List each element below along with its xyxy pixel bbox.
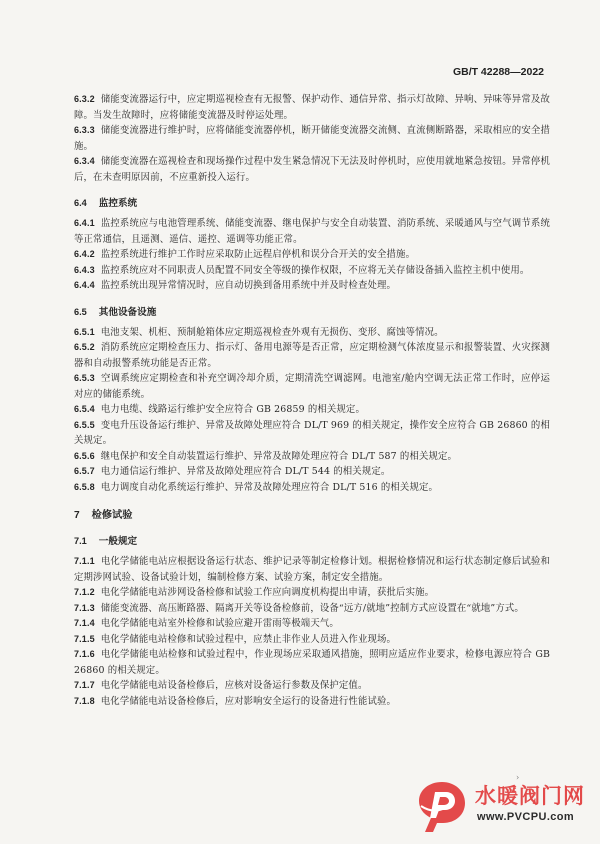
clause-number: 6.3.3	[74, 125, 95, 135]
clause-text: 电化学储能电站设备检修后，应核对设备运行参数及保护定值。	[100, 680, 368, 691]
clause-text: 电化学储能电站涉网设备检修和试验工作应向调度机构提出申请，获批后实施。	[100, 587, 435, 598]
clause-text: 储能变流器、高压断路器、隔离开关等设备检修前，设备“远方/就地”控制方式应设置在“就地”方式。	[100, 602, 524, 614]
clause-7-1-8	[74, 694, 550, 710]
heading-7-1	[74, 534, 550, 549]
clause-6-5-2	[74, 340, 550, 371]
clause-number: 7.1.2	[74, 587, 95, 597]
heading-text: 监控系统	[98, 198, 138, 209]
clause-7-1-7	[74, 678, 550, 694]
clause-6-5-7	[74, 464, 550, 480]
clause-number: 6.5.2	[74, 342, 95, 352]
clause-7-1-2	[74, 585, 550, 601]
clause-6-3-3	[74, 123, 550, 154]
clause-text: 储能变流器进行维护时，应将储能变流器停机，断开储能变流器交流侧、直流侧断路器，采取相应的安全措施。	[74, 125, 550, 152]
clause-number: 6.4	[74, 198, 87, 208]
standard-code: GB/T 42288—2022	[452, 66, 544, 78]
clause-text: 监控系统进行维护工作时应采取防止远程启停机和误分合开关的安全措施。	[100, 249, 416, 260]
clause-number: 6.5.1	[74, 326, 95, 337]
clause-number: 6.3.2	[74, 94, 95, 104]
watermark	[415, 778, 595, 838]
clause-number: 6.4.2	[74, 249, 95, 259]
clause-text: 监控系统应与电池管理系统、储能变流器、继电保护与安全自动装置、消防系统、采暖通风与空气调节系统等正常通信，且遥测、遥信、遥控、遥调等功能正常。	[74, 218, 550, 245]
clause-text: 监控系统应对不同职责人员配置不同安全等级的操作权限，不应将无关存储设备插入监控主机中使用。	[100, 264, 530, 276]
clause-6-3-2	[74, 92, 550, 123]
clause-text: 储能变流器运行中，应定期巡视检查有无报警、保护动作、通信异常、指示灯故障、异响、异味等异常及故障。当发生故障时，应将储能变流器及时停运处理。	[74, 94, 550, 121]
clause-text: 监控系统出现异常情况时，应自动切换到备用系统中并及时检查处理。	[100, 280, 397, 291]
clause-text: 电力电缆、线路运行维护安全应符合 GB 26859 的相关规定。	[100, 404, 365, 415]
clause-number: 6.5	[74, 306, 87, 317]
clause-number: 7	[74, 510, 80, 521]
clause-text: 电化学储能电站应根据设备运行状态、维护记录等制定检修计划。根据检修情况和运行状态制定修后试验和定期涉网试验、设备试验计划，编制检修方案、试验方案，制定安全措施。	[74, 556, 550, 583]
spacer	[74, 495, 550, 508]
clause-text: 电化学储能电站检修和试验过程中，应禁止非作业人员进入作业现场。	[100, 633, 397, 645]
corner-mark: ›	[516, 773, 520, 782]
heading-6-5	[74, 305, 550, 320]
clause-number: 7.1.3	[74, 602, 95, 613]
clause-6-5-3	[74, 371, 550, 402]
clause-6-3-4	[74, 154, 550, 185]
clause-text: 电力通信运行维护、异常及故障处理应符合 DL/T 544 的相关规定。	[100, 466, 391, 477]
heading-6-4	[74, 196, 550, 211]
heading-text: 检修试验	[91, 509, 133, 521]
clause-number: 6.5.5	[74, 419, 95, 430]
clause-6-4-4	[74, 278, 550, 294]
clause-number: 6.4.4	[74, 280, 95, 290]
clause-number: 7.1.8	[74, 695, 95, 706]
clause-7-1-6	[74, 647, 550, 678]
clause-number: 6.5.6	[74, 450, 95, 461]
clause-text: 空调系统应定期检查和补充空调冷却介质，定期清洗空调滤网。电池室/舱内空调无法正常工作时，应停运对应的储能系统。	[74, 373, 550, 400]
clause-text: 消防系统应定期检查压力、指示灯、备用电源等是否正常，应定期检测气体浓度显示和报警装置、火灾探测器和自动报警系统功能是否正常。	[74, 342, 550, 369]
clause-7-1-1	[74, 554, 550, 585]
clause-6-5-8	[74, 480, 550, 496]
clause-number: 6.3.4	[74, 156, 95, 166]
clause-text: 继电保护和安全自动装置运行维护、异常及故障处理应符合 DL/T 587 的相关规定。	[100, 450, 458, 462]
spacer	[74, 294, 550, 305]
clause-number: 7.1.6	[74, 649, 95, 659]
clause-6-4-3	[74, 263, 550, 279]
clause-text: 电化学储能电站检修和试验过程中，作业现场应采取通风措施，照明应适应作业要求，检修电源应符合 GB 26860 的相关规定。	[74, 649, 550, 676]
clause-7-1-3	[74, 601, 550, 617]
clause-text: 变电升压设备运行维护、异常及故障处理应符合 DL/T 969 的相关规定，操作安全应符合 GB 26860 的相关规定。	[74, 419, 550, 446]
clause-6-4-2	[74, 247, 550, 263]
clause-number: 6.5.3	[74, 373, 95, 383]
watermark-url: www.PVCPU.com	[477, 811, 575, 823]
clause-number: 6.4.1	[74, 218, 95, 228]
spacer	[74, 523, 550, 534]
document-body	[74, 92, 550, 709]
watermark-title: 水暖阀门网	[475, 784, 585, 808]
clause-number: 7.1.1	[74, 556, 95, 566]
clause-number: 6.5.7	[74, 466, 95, 476]
clause-7-1-4	[74, 616, 550, 632]
clause-text: 电力调度自动化系统运行维护、异常及故障处理应符合 DL/T 516 的相关规定。	[100, 481, 439, 493]
clause-7-1-5	[74, 632, 550, 648]
clause-number: 7.1	[74, 536, 87, 546]
clause-number: 6.5.4	[74, 404, 95, 414]
clause-number: 7.1.5	[74, 633, 95, 644]
clause-6-4-1	[74, 216, 550, 247]
clause-6-5-1	[74, 325, 550, 341]
heading-text: 一般规定	[98, 536, 138, 547]
spacer	[74, 185, 550, 196]
clause-text: 电池支架、机柜、预制舱箱体应定期巡视检查外观有无损伤、变形、腐蚀等情况。	[100, 326, 444, 338]
heading-text: 其他设备设施	[98, 306, 157, 318]
clause-number: 6.4.3	[74, 264, 95, 275]
clause-text: 电化学储能电站设备检修后，应对影响安全运行的设备进行性能试验。	[100, 695, 397, 707]
watermark-logo-icon	[415, 778, 469, 834]
clause-number: 7.1.4	[74, 618, 95, 628]
clause-6-5-5	[74, 418, 550, 449]
clause-text: 储能变流器在巡视检查和现场操作过程中发生紧急情况下无法及时停机时，应使用就地紧急按钮。异常停机后，在未查明原因前，不应重新投入运行。	[74, 156, 550, 183]
clause-number: 7.1.7	[74, 680, 95, 690]
clause-6-5-6	[74, 449, 550, 465]
heading-7	[74, 508, 550, 523]
clause-number: 6.5.8	[74, 481, 95, 492]
clause-text: 电化学储能电站室外检修和试验应避开雷雨等极端天气。	[100, 618, 339, 629]
clause-6-5-4	[74, 402, 550, 418]
